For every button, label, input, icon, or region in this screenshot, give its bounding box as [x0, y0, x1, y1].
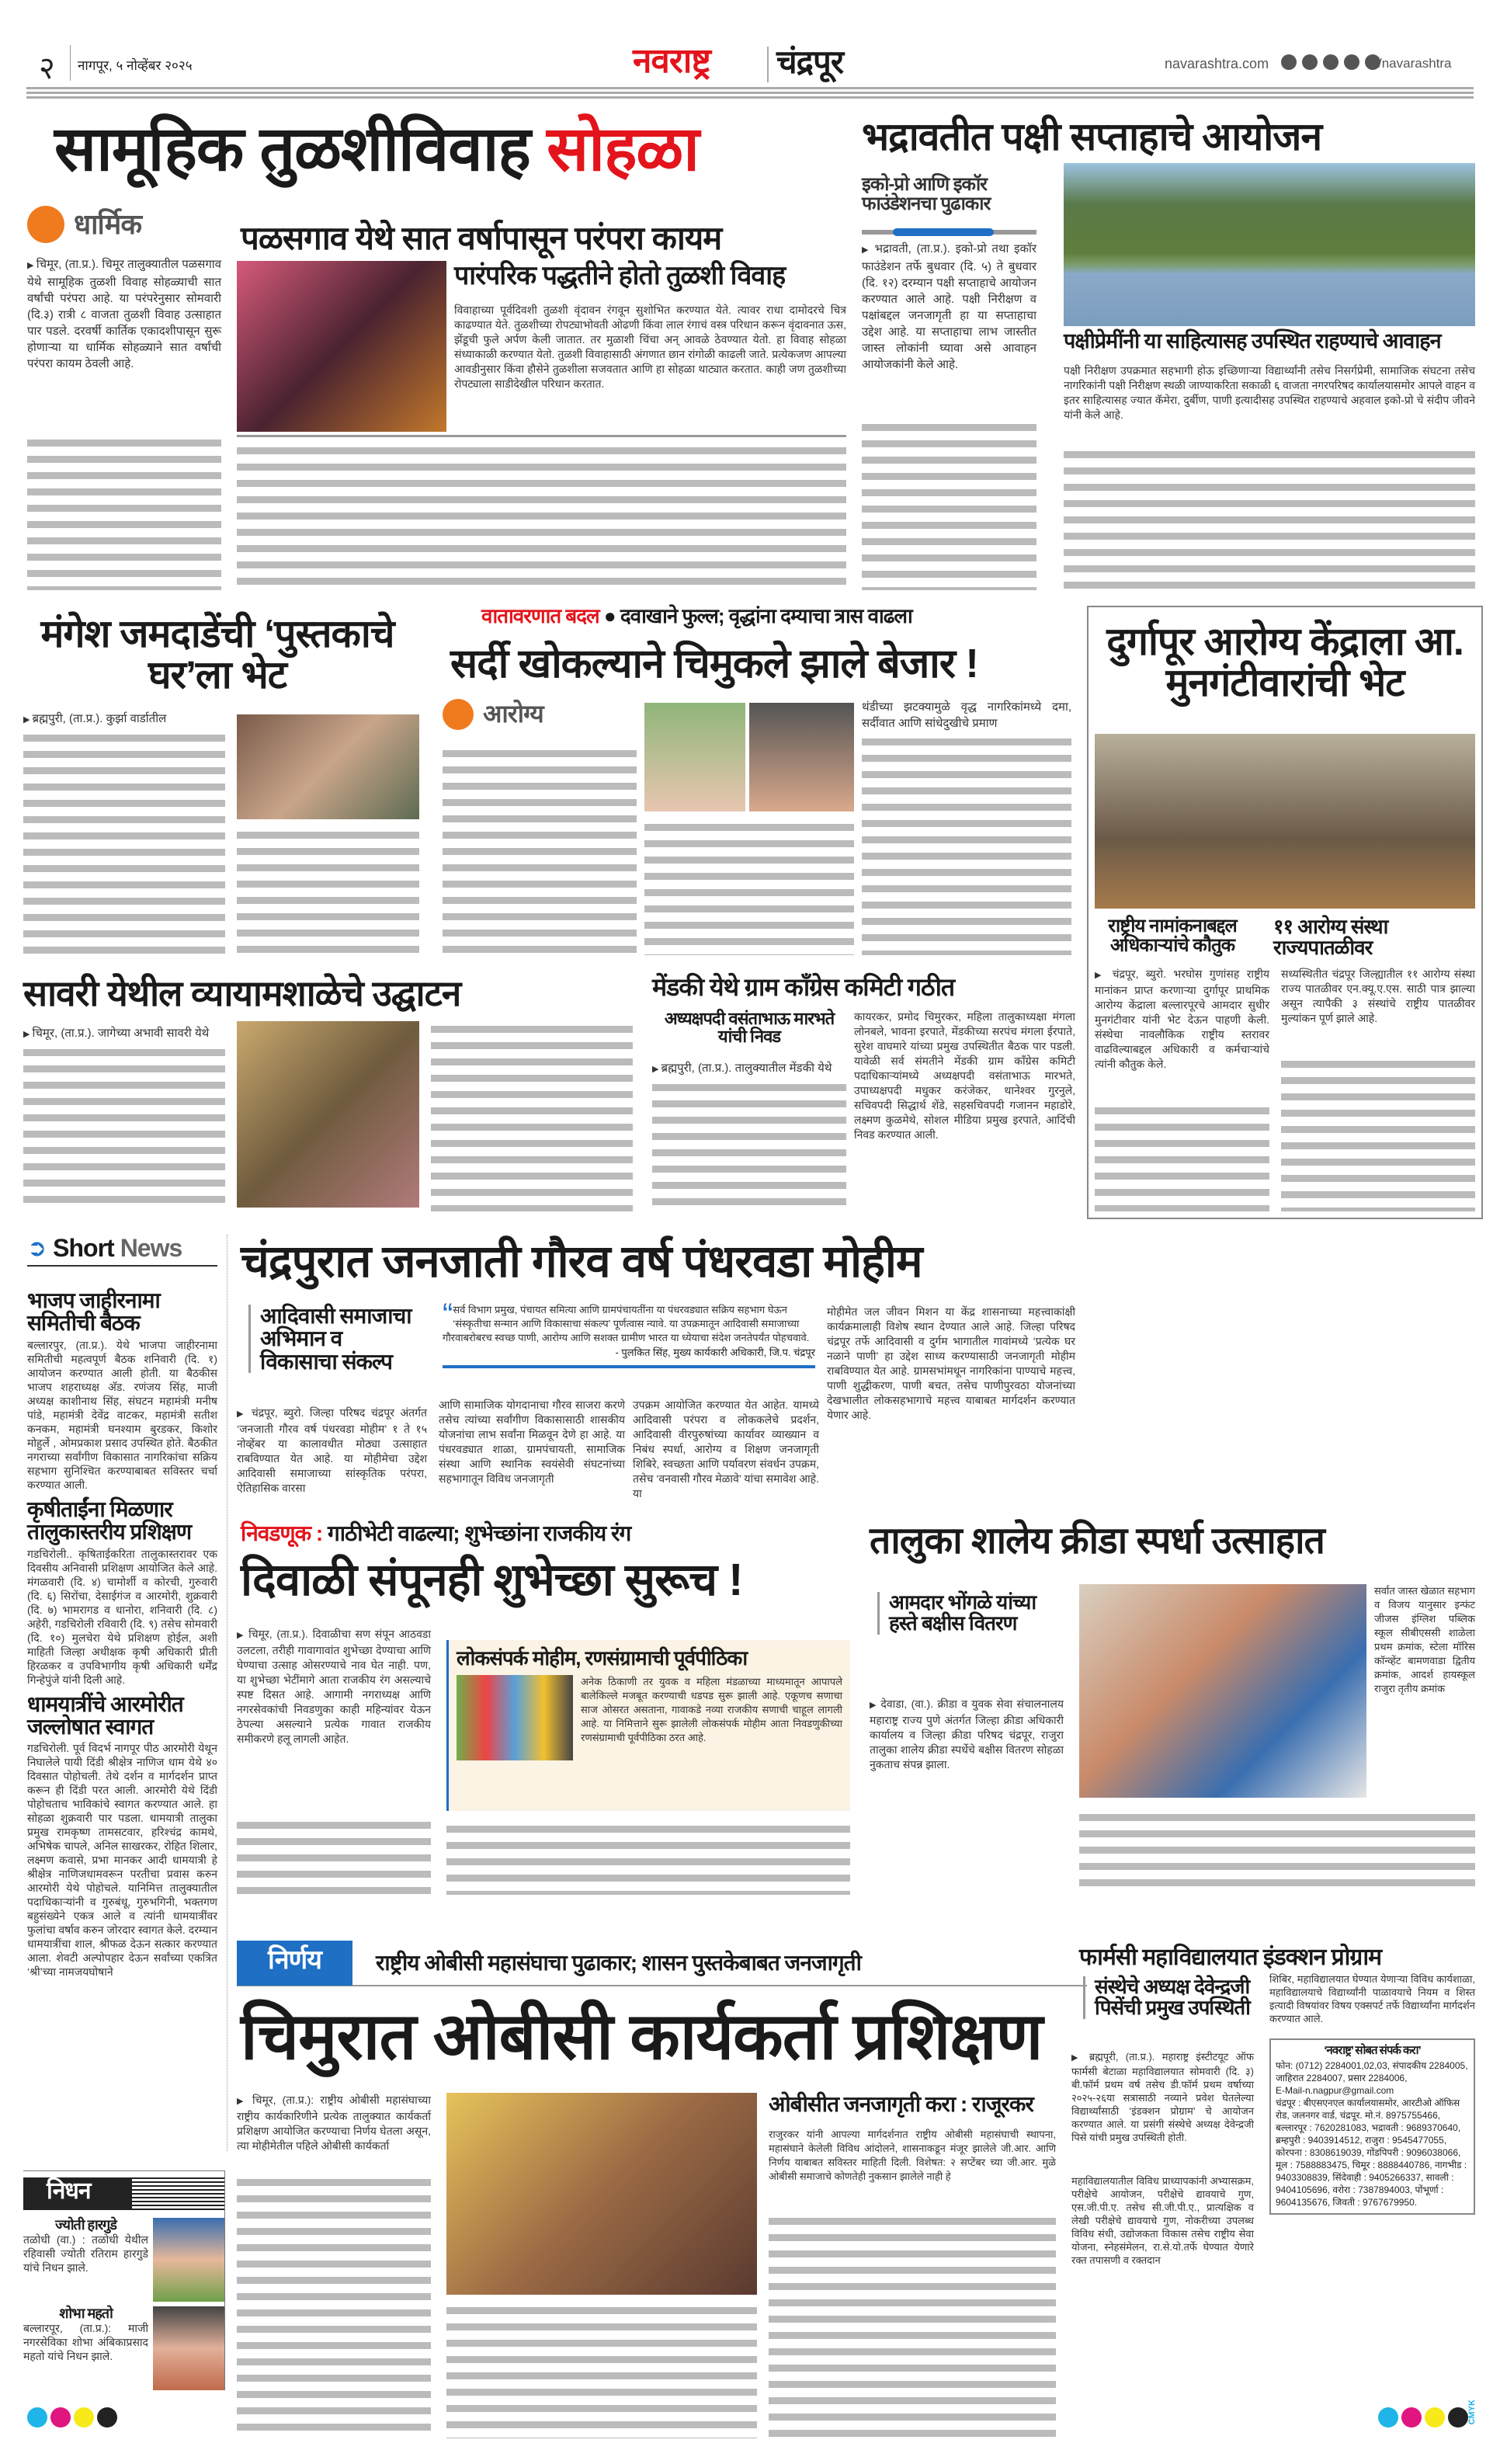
tulsi-para: विवाहाच्या पूर्वदिवशी तुळशी वृंदावन रंगवून सुशोभित करण्यात येते. त्यावर राधा दामोदरचे चित्र काढण्यात येते. तुळशीच्या रोपट्याभोवती ओढणी किंवा लाल रंगाचं वस्त्र परिधान करून वृंदावनात ऊस, झेंडूची फुले अर्पण केली जातात. तर मुळाशी चिंचा अन् आवळे ठेवण्यात येतो. हा विवाह सोहळा संध्याकाळी करण्यात येतो. तुळशी विवाहासाठी अंगणात छान रांगोळी काढली जाते. प्रत्येकजण आपल्या आवडीनुसार किंवा हौसेने तुळशीला सजवतात आणि हा सोहळा थाट्यात करतात. काही जण तुळशीच्या रोपट्याला साडीदेखील परिधान करतात.: [454, 304, 846, 390]
category-dharmik: धार्मिक: [27, 206, 141, 243]
tulsi-photo: [237, 261, 446, 432]
obc-box-text: राजुरकर यांनी आपल्या मार्गदर्शनात राष्ट्रीय ओबीसी महासंघाची स्थापना, महासंघाने केलेली विविध आंदोलने, शासनाकडून मंजूर झालेले जी.आर. आणि निर्णय याबाबत सविस्तर माहिती दिली. विशेषत: २ सप्टेंबर च्या जी.आर. मुळे ओबीसी समाजाचे कोणतेही नुकसान झालेले नाही हे: [769, 2129, 1056, 2182]
tulsi-lead: ▶ चिमूर, (ता.प्र.). चिमूर तालुक्यातील पळसगाव येथे सामूहिक तुळशी विवाह सोहळ्याची सात वर्षांची परंपरा आहे. या परंपरेनुसार सोमवारी (दि.३) रात्री ८ वाजता तुळशी विवाह उत्साहात पार पडले. दरवर्षी कार्तिक एकादशीपासून सुरू होणाऱ्या या धार्मिक सोहळ्याने सात वर्षांची परंपरा कायम ठेवली आहे.: [27, 256, 221, 372]
savari-lead: ▶ चिमूर, (ता.प्र.). जागेच्या अभावी सावरी येथे: [23, 1025, 225, 1043]
page-number: २: [39, 51, 55, 85]
tribal-lead: ▶ चंद्रपूर, ब्युरो. जिल्हा परिषद चंद्रपूर अंतर्गत ‘जनजाती गौरव वर्ष पंधरवडा मोहीम’ १ ते १५ नोव्हेंबर या कालावधीत मोठ्या उत्साहात राबविण्यात येत आहे. या मोहीमेचा उद्देश आदिवासी समाजाच्या सांस्कृतिक परंपरा, ऐतिहासिक वारसा: [237, 1406, 427, 1496]
arrow-icon: ➲: [27, 1235, 47, 1261]
bird-photo: [1064, 163, 1475, 326]
brand-logo: नवराष्ट्र: [633, 42, 710, 80]
obituary-item: शोभा महतो बल्लारपूर, (ता.प्र.): माजी नगरसेविका शोभा अंबिकाप्रसाद महतो यांचे निधन झाले.: [23, 2306, 224, 2390]
edition-name: चंद्रपूर: [776, 43, 844, 80]
branch-numbers: बल्लारपूर : 7620281083, भद्रावती : 9689370640, ब्रम्हपुरी : 9403914512, राजुरा : 9545477055, कोरपना : 8308619039, गोंडपिपरी : 9096038066, मूल : 7588883475, चिमूर : 8888440786, नागभीड : 9403308839, सिंदेवाही : 9405266337, सावली : 9404105696, वरोरा : 7387894003, पोंभूर्णा : 9604135676, जिवती : 9767679950.: [1276, 2122, 1467, 2208]
sick-child-photo-2: [749, 703, 854, 811]
mangesh-photo: [237, 714, 419, 819]
mendki-lead: ▶ ब्रह्मपुरी, (ता.प्र.). तालुक्यातील मेंडकी येथे: [652, 1060, 846, 1078]
bird-headline: भद्रावतीत पक्षी सप्ताहाचे आयोजन: [862, 115, 1322, 158]
bird-caption: पक्षी निरीक्षण उपक्रमात सहभागी होऊ इच्छिणाऱ्या विद्यार्थ्यांनी तसेच निसर्गप्रेमी, सामाजिक संघटना तसेच नागरिकांनी पक्षी निरीक्षण स्थळी जाण्याकरिता सकाळी ६ वाजता नगरपरिषद कार्यालयासमोर आपले वाहन व इतर साहित्यासह ज्यात कॅमेरा, दुर्बीण, पाणी इत्यादीसह उपस्थित राहण्याचे अहवाल इको-प्रो चे संदीप जीवने यांनी केले आहे.: [1064, 364, 1475, 421]
website-link[interactable]: navarashtra.com: [1165, 56, 1269, 71]
contact-box: ‘नवराष्ट्र’ सोबत संपर्क करा’ फोन: (0712) 2284001,02,03, संपादकीय 2284005, जाहिरात 2284007, प्रसार 2284006, E-Mail-n.nagpur@gmail.com चंद्रपूर : बीएसएनएल कार्यालयासमोर, आरटीओ ऑफिस रोड, जलनगर वार्ड, चंद्रपूर. मो.नं. 8975755466, बल्लारपूर : 7620281083, भद्रावती : 9689370640, ब्रम्हपुरी : 9403914512, राजुरा : 9545477055, कोरपना : 8308619039, गोंडपिपरी : 9096038066, मूल : 7588883475, चिमूर : 8888440786, नागभीड : 9403308839, सिंदेवाही : 9405266337, सावली : 9404105696, वरोरा : 7387894003, पोंभूर्णा : 9604135676, जिवती : 9767679950.: [1269, 2038, 1475, 2215]
social-handle: /navarashtra: [1378, 56, 1452, 71]
pharmacy-lead: ▶ ब्रह्मपूरी, (ता.प्र.). महाराष्ट्र इंस्टीटयूट ऑफ फार्मसी बेटाळा महाविद्यालयात सोमवारी (दि. ३) बी.फॉर्म प्रथम वर्ष तसेच डी.फॉर्म प्रथम वर्षाच्या २०२५-२६या सत्रासाठी नव्याने प्रवेश घेतलेल्या विद्यार्थ्यांसाठी ‘इंडक्शन प्रोग्राम’ चे आयोजन करण्यात आले. या प्रसंगी संस्थेचे अध्यक्ष देवेन्द्रजी पिसे यांची प्रमुख उपस्थिती होती.: [1071, 2050, 1254, 2144]
obc-photo: [446, 2093, 757, 2295]
diwali-lead: ▶ चिमूर, (ता.प्र.). दिवाळीचा सण संपून आठवडा उलटला, तरीही गावागावांत शुभेच्छा देण्याचा आणि घेण्याचा उत्साह ओसरण्याचे नाव घेत नाही. पण, या शुभेच्छा भेटींमागे आता राजकीय रंग असल्याचे स्पष्ट दिसत आहे. आगामी नगराध्यक्ष आणि नगरसेवकांची निवडणुका काही महिन्यांवर येऊन ठेपल्या असल्याने प्रत्येक गावात राजकीय समीकरणे हलू लागली आहेत.: [237, 1627, 431, 1746]
bird-lead: ▶ भद्रावती, (ता.प्र.). इको-प्रो तथा इकॉर फाउंडेशन तर्फे बुधवार (दि. ५) ते बुधवार (दि. १२) दरम्यान पक्षी सप्ताहाचे आयोजन करण्यात आले आहे. पक्षी निरीक्षण व पक्षांबद्दल जनजागृती हा या सप्ताहाचा उद्देश आहे. या सप्ताहाचा लाभ जास्तीत जास्त लोकांनी घ्यावा असे आवाहन आयोजकांनी केले आहे.: [862, 241, 1036, 373]
email-link[interactable]: E-Mail-n.nagpur@gmail.com: [1276, 2084, 1394, 2096]
sports-headline: तालुका शालेय क्रीडा स्पर्धा उत्साहात: [870, 1520, 1325, 1562]
x-icon[interactable]: [1323, 54, 1339, 70]
diwali-kicker: निवडणूक : गाठीभेटी वाढल्या; शुभेच्छांना राजकीय रंग: [241, 1521, 631, 1545]
tribal-col2: आणि सामाजिक योगदानाचा गौरव साजरा करणे तसेच त्यांच्या सर्वांगीण विकासासाठी शासकीय योजनांचा लाभ सर्वांना मिळवून देणे हा आहे. या पंधरवड्यात शाळा, ग्रामपंचायती, सामाजिक संस्था आणि स्थानिक स्वयंसेवी संघटनांच्या सहभागातून विविध जनजागृती: [439, 1399, 625, 1485]
obituary-box: निधन ज्योती हारगुडे तळोधी (वा.) : तळोधी येथील रहिवासी ज्योती रतिराम हारगुडे यांचे निधन झाले. शोभा महतो बल्लारपूर, (ता.प्र.): माजी नगरसेविका शोभा अंबिकाप्रसाद महतो यांचे निधन झाले.: [23, 2170, 225, 2390]
obc-box-title: ओबीसीत जनजागृती करा : राजूरकर: [769, 2092, 1033, 2116]
cold-headline: सर्दी खोकल्याने चिमुकले झाले बेजार !: [450, 641, 978, 686]
tribal-headline: चंद्रपुरात जनजाती गौरव वर्ष पंधरवडा मोहीम: [241, 1236, 922, 1287]
savari-headline: सावरी येथील व्यायामशाळेचे उद्घाटन: [23, 973, 461, 1013]
pharmacy-para2: महाविद्यालयातील विविध प्राध्यापकांनी अभ्यासक्रम, परीक्षेचे आयोजन, परीक्षेचे द्यावयाचे गुण, एस.जी.पी.ए. तसेच सी.जी.पी.ए., प्रात्यक्षिक व लेखी परीक्षेचे द्यावयाचे गुण, नोकरीच्या उपलब्ध विविध संधी, उद्योजकता विकास तसेच राष्ट्रीय सेवा योजना, स्नेहसंमेलन, रा.से.यो.तर्फे घेण्यात येणारे रक्त तपासणी व रक्तदान: [1071, 2175, 1254, 2266]
durgapur-photo: [1095, 734, 1475, 909]
cmyk-dots-left: [27, 2407, 120, 2431]
dateline: नागपूर, ५ नोव्हेंबर २०२५: [78, 58, 193, 73]
cmyk-label: CMYK: [1467, 2400, 1477, 2425]
mangesh-lead: ▶ ब्रह्मपुरी, (ता.प्र.). कुर्झा वार्डातील: [23, 711, 225, 728]
address: चंद्रपूर : बीएसएनएल कार्यालयासमोर, आरटीओ ऑफिस रोड, जलनगर वार्ड, चंद्रपूर. मो.नं. 8975755466,: [1276, 2097, 1460, 2121]
obituary-photo: [153, 2218, 224, 2302]
pharmacy-para3: शिबिर, महाविद्यालयात घेण्यात येणाऱ्या विविध कार्यशाळा, महाविद्यालयाचे विद्यार्थ्यांनी पाळावयाचे नियम व शिस्त इत्यादी विषयांवर विषय एक्सपर्ट तर्फे विद्यार्थ्यांना मार्गदर्शन करण्यात आले.: [1269, 1973, 1475, 2024]
sick-child-photo-1: [644, 703, 745, 811]
durgapur-lead: ▶ चंद्रपूर, ब्युरो. भरघोस गुणांसह राष्ट्रीय मानांकन प्राप्त करणाऱ्या दुर्गापूर प्राथमिक आरोग्य केंद्राला बल्लारपूरचे आमदार सुधीर मुनगंटीवार यांनी भेट देऊन पाहणी केली. संस्थेचा नावलौकिक राष्ट्रीय स्तरावर वाढविल्याबद्दल अधिकारी व कर्मचाऱ्यांचे त्यांनी कौतुक केले.: [1095, 967, 1269, 1072]
cartoon-illustration: [457, 1675, 573, 1760]
mendki-subtitle: अध्यक्षपदी वसंताभाऊ मारभते यांची निवड: [664, 1009, 835, 1047]
short-news-item: भाजप जाहीरनामा समितीची बैठक बल्लारपुर, (ता.प्र.). येथे भाजपा जाहीरनामा समितीची महत्वपूर्ण बैठक शनिवारी (दि. १) आयोजन करण्यात आली होती. या बैठकीस भाजप शहराध्यक्ष अ‍ॅड. रणंजय सिंह, माजी अध्यक्ष काशीनाथ सिंह, संघटन महामंत्री मनीष पांडे, महामंत्री देवेंद्र वाटकर, महामंत्री सतीश कनकम, महामंत्री घनश्याम बुरडकर, किशोर मोहुर्ले , ओमप्रकाश प्रसाद उपस्थित होते. बैठकीत नगराच्या सर्वांगीण विकासात नागरिकांचा सक्रिय सहभाग सुनिश्चित करण्याबाबत सविस्तर चर्चा करण्यात आली.: [27, 1288, 217, 1491]
mangesh-headline: मंगेश जमदाडेंची ‘पुस्तकाचे घर’ला भेट: [40, 612, 394, 697]
category-arogya: आरोग्य: [443, 699, 543, 730]
nirnay-banner: निर्णय राष्ट्रीय ओबीसी महासंघाचा पुढाकार; शासन पुस्तकेबाबत जनजागृती: [237, 1941, 1087, 1986]
tribal-col4: मोहीमेत जल जीवन मिशन या केंद्र शासनाच्या महत्त्वाकांक्षी कार्यक्रमालाही विशेष स्थान देण्यात आले आहे. जिल्हा परिषद चंद्रपूर तर्फे आदिवासी व दुर्गम भागातील गावांमध्ये ‘प्रत्येक घर नळाने पाणी’ हा उद्देश साध्य करण्यासाठी जनजागृती मोहीम राबविण्यात येत आहे. ग्रामसभांमधून नागरिकांना पाण्याचे महत्त्व, पाणी शुद्धीकरण, पाणी बचत, तसेच पाणीपुरवठा योजनांच्या देखभालीत लोकसहभागाचे महत्त्व याबाबत मार्गदर्शन करण्यात येणार आहे.: [827, 1305, 1075, 1421]
quote-icon: “: [443, 1298, 453, 1332]
durgapur-para2: सध्यस्थितीत चंद्रपूर जिल्ह्यातील ११ आरोग्य संस्था राज्य पातळीवर एन.क्यू.ए.एस. साठी पात्र झाल्या असून त्यापैकी ३ संस्थांचे राष्ट्रीय पातळीवर मुल्यांकन पूर्ण झाले आहे.: [1281, 968, 1475, 1024]
mendki-headline: मेंडकी येथे ग्राम काँग्रेस कमिटी गठीत: [652, 973, 955, 1001]
facebook-icon[interactable]: [1281, 54, 1297, 70]
diwali-headline: दिवाळी संपूनही शुभेच्छा सुरूच !: [241, 1555, 743, 1605]
sports-subtitle: आमदार भोंगळे यांच्या हस्ते बक्षीस वितरण: [877, 1592, 1048, 1635]
tribal-col3: उपक्रम आयोजित करण्यात येत आहेत. यामध्ये आदिवासी परंपरा व लोककलेचे प्रदर्शन, आदिवासी वीरपुरुषांच्या कार्यावर व्याख्यान व निबंध स्पर्धा, आरोग्य व शिक्षण जनजागृती शिबिरे, स्वच्छता आणि पर्यावरण संवर्धन उपक्रम, तसेच ‘वनवासी गौरव मेळावे’ यांचा समावेश आहे. या: [633, 1399, 819, 1500]
cold-lead: थंडीच्या झटक्यामुळे वृद्ध नागरिकांमध्ये दमा, सर्दीवात आणि सांधेदुखीचे प्रमाण: [862, 700, 1071, 730]
social-icons[interactable]: [1281, 54, 1384, 70]
short-news-list: [27, 1289, 217, 1979]
sports-lead: ▶ देवाडा, (वा.). क्रीडा व युवक सेवा संचालनालय महाराष्ट्र राज्य पुणे अंतर्गत जिल्हा क्रीडा अधिकारी कार्यालय व जिल्हा क्रीडा परिषद चंद्रपूर, राजुरा तालुका शालेय क्रीडा स्पर्धेचे बक्षीस वितरण सोहळा नुकताच संपन्न झाला.: [870, 1697, 1064, 1772]
short-news-header: ➲ Short News: [27, 1235, 217, 1267]
obituary-photo: [153, 2306, 224, 2390]
prayer-hands-icon: [27, 206, 64, 243]
cold-kicker: वातावरणात बदल ● दवाखाने फुल्ल; वृद्धांना दम्याचा त्रास वाढला: [481, 604, 912, 627]
obc-lead: ▶ चिमूर, (ता.प्र.): राष्ट्रीय ओबीसी महासंघाच्या राष्ट्रीय कार्यकारिणीने प्रत्येक तालुक्यात कार्यकर्ता प्रशिक्षण आयोजित करण्याचा निर्णय घेतला असून, त्या मोहीमेतील पहिले ओबीसी कार्यकर्ता: [237, 2093, 431, 2153]
obituary-item: ज्योती हारगुडे तळोधी (वा.) : तळोधी येथील रहिवासी ज्योती रतिराम हारगुडे यांचे निधन झाले.: [23, 2218, 224, 2302]
durgapur-headline: दुर्गापूर आरोग्य केंद्राला आ. मुनगंटीवारांची भेट: [1106, 620, 1464, 704]
instagram-icon[interactable]: [1302, 54, 1318, 70]
savari-photo: [237, 1021, 419, 1208]
durgapur-sub2: ११ आरोग्य संस्था राज्यपातळीवर: [1273, 915, 1388, 960]
tribal-subtitle: आदिवासी समाजाचा अभिमान व विकासाचा संकल्प: [248, 1305, 419, 1373]
cmyk-dots-right: [1378, 2407, 1471, 2431]
pharmacy-headline: फार्मसी महाविद्यालयात इंडक्शन प्रोग्राम: [1079, 1944, 1382, 1970]
sports-photo: [1079, 1584, 1366, 1798]
bird-subtitle: इको-प्रो आणि इकॉर फाउंडेशनचा पुढाकार: [862, 174, 991, 215]
lokasampark-box: लोकसंपर्क मोहीम, रणसंग्रामाची पूर्वपीठिका अनेक ठिकाणी तर युवक व महिला मंडळाच्या माध्यमातून आपापले बालेकिल्ले मजबूत करण्याची धडपड सुरू झाली आहे. एकूणच सणाचा साज ओसरत असताना, गावाकडे नव्या राजकीय सणाची चाहूल लागली आहे. या निमित्ताने सुरू झालेली लोकसंपर्क मोहीम आता निवडणुकीच्या रणसंग्रामाची पूर्वपीठिका ठरत आहे.: [446, 1640, 850, 1811]
sports-side: सर्वात जास्त खेळात सहभाग व विजय यानुसार इन्फंट जीजस इंग्लिश पब्लिक स्कूल सीबीएससी शाळेला प्रथम क्रमांक, स्टेला मॉरिस कॉन्व्हेंट बामणवाडा द्वितीय क्रमांक, आदर्श हायस्कूल राजुरा तृतीय क्रमांक: [1374, 1585, 1475, 1694]
header-rule: [26, 87, 1474, 99]
mendki-para: कायरकर, प्रमोद चिमुरकर, महिला तालुकाध्यक्षा मंगला लोनबले, भावना इरपाते, मेंडकीच्या सरपंच मंगला ईरपाते, सुरेश वाघमारे यांच्या प्रमुख उपस्थितीत बैठक पार पडली. यावेळी सर्व संमतीने मेंडकी ग्राम काँग्रेस कमिटी पदाधिकाऱ्यांमध्ये अध्यक्षपदी वसंताभाऊ मारभते, उपाध्यक्षपदी मधुकर करंजेकर, थानेश्वर गुरनुले, सचिवपदी सिद्धार्थ शेंडे, सहसचिवपदी गजानन महाडोरे, लक्ष्मण कुळमेथे, सोशल मीडिया प्रमुख इरपाते, आदिंची निवड करण्यात आली.: [854, 1010, 1075, 1141]
phone-info: फोन: (0712) 2284001,02,03, संपादकीय 2284005, जाहिरात 2284007, प्रसार 2284006,: [1276, 2059, 1468, 2083]
divider: [70, 45, 71, 81]
durgapur-sub1: राष्ट्रीय नामांकनाबद्दल अधिकाऱ्यांचे कौतुक: [1108, 916, 1237, 957]
short-news-item: धामयात्रींचे आरमोरीत जल्लोषात स्वागत गडचिरोली. पूर्व विदर्भ नागपूर पीठ आरमोरी येथून निघालेले पायी दिंडी श्रीक्षेत्र नाणिज धाम येथे ४० दिवसात पोहोचली. तेथे दर्शन व मार्गदर्शन प्राप्त करून ही दिंडी परत आली. आरमोरी येथे दिंडी पोहोचताच भाविकांचे स्वागत करण्यात आले. हा सोहळा शुक्रवारी पार पडला. धामयात्री तालुका प्रमुख रामकृष्ण तामसटवार, हरिश्चंद्र कामथे, अभिषेक चापले, अनिल साखरकर, रोहित शिलार, लक्ष्मण कवासे, प्रभा मानकर आदी धामयात्री हे श्रीक्षेत्र नाणिजधामवरून परतीचा प्रवास करुन आरमोरी येथे पोहोचले. यानिमित्त तालुक्यातील पदाधिकाऱ्यांनी व गुरुबंधू, गुरुभगिनी, भक्तगण बहुसंख्येने एकत्र आले व त्यांनी धामयात्रींवर फुलांचा वर्षाव करुन जोरदार स्वागत केले. दरम्यान धामयात्रींचा शाल, श्रीफळ देऊन सत्कार करण्यात आला. शेवटी अल्पोपहार देऊन सर्वांच्या एकत्रित ‘श्री’च्या नामजयघोषाने: [27, 1691, 217, 1979]
tulsi-subtitle: पारंपरिक पद्धतीने होतो तुळशी विवाह: [454, 261, 786, 290]
bird-caption-title: पक्षीप्रेमींनी या साहित्यासह उपस्थित राहण्याचे आवाहन: [1064, 329, 1441, 353]
pharmacy-subtitle: संस्थेचे अध्यक्ष देवेन्द्रजी पिसेंची प्रमुख उपस्थिती: [1083, 1976, 1262, 2019]
obc-headline: चिमुरात ओबीसी कार्यकर्ता प्रशिक्षण: [241, 2000, 1043, 2073]
health-icon: [443, 699, 474, 730]
tulsi-title: पळसगाव येथे सात वर्षापासून परंपरा कायम: [241, 220, 722, 256]
youtube-icon[interactable]: [1344, 54, 1359, 70]
lead-headline: सामूहिक तुळशीविवाह सोहळा: [54, 114, 699, 183]
short-news-item: कृषीताईंना मिळणार तालुकास्तरीय प्रशिक्षण गडचिरोली.. कृषिताईकरिता तालुकास्तरावर एक दिवसीय अनिवासी प्रशिक्षण आयोजित केले आहे. मंगळवारी (दि. ४) चामोर्शी व कोरची, गुरुवारी (दि. ६) सिरोंचा, देसाईगंज व आरमोरी, शुक्रवारी (दि. ७) भामरागड व धानोरा, शनिवारी (दि. ८) अहेरी, गडचिरोली रविवारी (दि. ९) तसेच सोमवारी (दि. १०) मुलचेरा येथे प्रशिक्षण होईल, अशी माहिती जिल्हा अधीक्षक कृषी अधिकारी प्रीती हिरळकर व उपविभागीय कृषी अधिकारी धर्मेंद्र गिन्हेपुंजे यांनी दिली आहे.: [27, 1496, 217, 1686]
tribal-quote: “ सर्व विभाग प्रमुख, पंचायत समित्या आणि ग्रामपंचायतींना या पंधरवड्यात सक्रिय सहभाग घेऊन ‘संस्कृतीचा सन्मान आणि विकासाचा संकल्प’ पूर्णत्वास न्यावे. या उपक्रमातून आदिवासी समाजाच्या गौरवाबरोबरच स्वच्छ पाणी, आरोग्य आणि सशक्त ग्रामीण भारत या ध्येयाचा संदेश जनतेपर्यंत पोहचवावे. - पुलकित सिंह, मुख्य कार्यकारी अधिकारी, जि.प. चंद्रपूर: [443, 1303, 815, 1368]
